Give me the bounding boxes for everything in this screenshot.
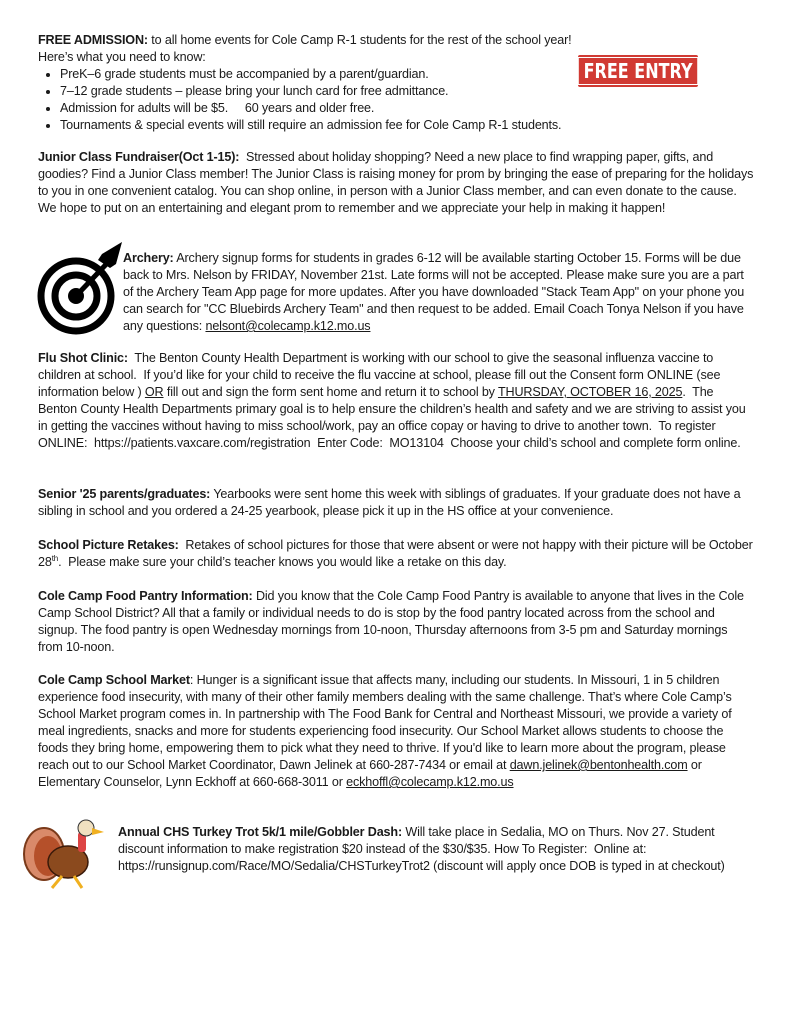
pantry-title: Cole Camp Food Pantry Information: [38, 589, 253, 603]
market-title: Cole Camp School Market [38, 673, 190, 687]
flu-text: . The Benton County Health Departments primary goal is to help ensure the children’s health and safety and we are striving to assist you in getting the vaccines without having to miss school/work, pay an office copay or having to drive to another town. To register ONLINE: https://patients.vaxcare.com/registration Enter Code: MO13104 Choose your child’s school and complete form online. [38, 385, 749, 450]
market-text: or Elementary Counselor, Lynn Eckhoff at 660-668-3011 or [38, 758, 702, 789]
school-market-section [38, 672, 754, 791]
flu-or: OR [144, 385, 164, 399]
counselor-email-link[interactable]: eckhoffl@colecamp.k12.mo.us [346, 775, 514, 789]
turkey-icon [18, 816, 114, 892]
senior-title: Senior '25 parents/graduates: [38, 487, 211, 501]
free-admission-text: to all home events for Cole Camp R-1 students for the rest of the school year! [147, 33, 572, 47]
junior-text: Stressed about holiday shopping? Need a new place to find wrapping paper, gifts, and goodies? Find a Junior Class member! The Junior Class is raising money for prom by bringing the ease of preparing for the holidays to you in one convenient catalog. You can shop online, in person with a Junior Class member, and can even donate to the cause. We hope to put on an entertaining and elegant prom to remember and we appreciate your help in making it happen! [38, 150, 757, 215]
flu-text: fill out and sign the form sent home and return it to school by [163, 385, 498, 399]
retakes-sup: th [51, 553, 59, 563]
flu-deadline: THURSDAY, OCTOBER 16, 2025 [497, 385, 683, 399]
list-item: • 7–12 grade students – please bring your lunch card for free admittance. [60, 83, 754, 100]
senior-section [38, 486, 754, 520]
food-pantry-section [38, 588, 754, 656]
senior-text: Yearbooks were sent home this week with siblings of graduates. If your graduate does not have a sibling in school and you ordered a 24-25 yearbook, please pick it up in the HS office at your convenience. [38, 487, 741, 518]
junior-class-section [38, 149, 757, 217]
market-text: : Hunger is a significant issue that affects many, including our students. In Missouri, 1 in 5 children experience food insecurity, with many of their other family members dealing with the same challenge. That’s where Cole Camp’s School Market program comes in. In partnership with The Food Bank for Central and Northeast Missouri, we provide a variety of meal ingredients, snacks and more for students experiencing food insecurity. Our School Market allows students to choose the foods they bring home, empowering them to pick what they need to thrive. If you'd like to learn more about the program, please reach out to our School Market Coordinator, Dawn Jelinek at 660-287-7434 or email at [38, 673, 732, 772]
free-admission-intro: Here’s what you need to know: [38, 50, 206, 64]
junior-title: Junior Class Fundraiser(Oct 1-15): [38, 150, 240, 164]
archery-text: Archery signup forms for students in grades 6-12 will be available starting October 15. Forms will be due back to Mrs. Nelson by FRIDAY, November 21st. Late forms will not be accepted. Please make sure you are a part of the Archery Team App page for more updates. After you have downloaded "Stack Team App" on your phone you can search for "CC Bluebirds Archery Team" and then request to be added. Email Coach Tonya Nelson if you have any questions: [123, 251, 745, 333]
flu-shot-section [38, 350, 754, 452]
retakes-text: . Please make sure your child’s teacher knows you would like a retake on this day. [58, 555, 507, 569]
turkey-title: Annual CHS Turkey Trot 5k/1 mile/Gobbler Dash: [118, 825, 402, 839]
flu-text: The Benton County Health Department is working with our school to give the seasonal influenza vaccine to children at school. If you’d like for your child to receive the flu vaccine at school, please fill out the Consent form ONLINE (see information below ) [38, 351, 724, 399]
target-arrow-icon [36, 238, 128, 336]
free-entry-label: FREE ENTRY [578, 57, 698, 85]
archery-email-link[interactable]: nelsont@colecamp.k12.mo.us [205, 319, 371, 333]
market-email-link[interactable]: dawn.jelinek@bentonhealth.com [509, 758, 688, 772]
archery-title: Archery: [123, 251, 174, 265]
archery-section [123, 250, 755, 335]
retakes-section [38, 537, 754, 571]
retakes-title: School Picture Retakes: [38, 538, 179, 552]
retakes-text: Retakes of school pictures for those that were absent or were not happy with their picture will be October 28 [38, 538, 756, 569]
pantry-text: Did you know that the Cole Camp Food Pantry is available to anyone that lives in the Cole Camp School District? All that a family or individual needs to do is stop by the food pantry located across from the school and signup. The food pantry is open Wednesday mornings from 10-noon, Thursday afternoons from 3-5 pm and Saturday mornings from 10-noon. [38, 589, 744, 654]
free-admission-title: FREE ADMISSION: [38, 33, 148, 47]
flu-title: Flu Shot Clinic: [38, 351, 128, 365]
list-item: • Admission for adults will be $5. 60 years and older free. [60, 100, 754, 117]
free-entry-badge [578, 55, 698, 87]
turkey-text: Will take place in Sedalia, MO on Thurs. Nov 27. Student discount information to make registration $20 instead of the $30/$35. How To Register: Online at: https://runsignup.com/Race/MO/Sedalia/CHSTurkeyTrot2 (discount will apply once DOB is typed in at checkout) [118, 825, 725, 873]
turkey-trot-section [118, 824, 758, 875]
list-item: • PreK–6 grade students must be accompanied by a parent/guardian. [60, 66, 754, 83]
list-item: • Tournaments & special events will still require an admission fee for Cole Camp R-1 students. [60, 117, 754, 134]
